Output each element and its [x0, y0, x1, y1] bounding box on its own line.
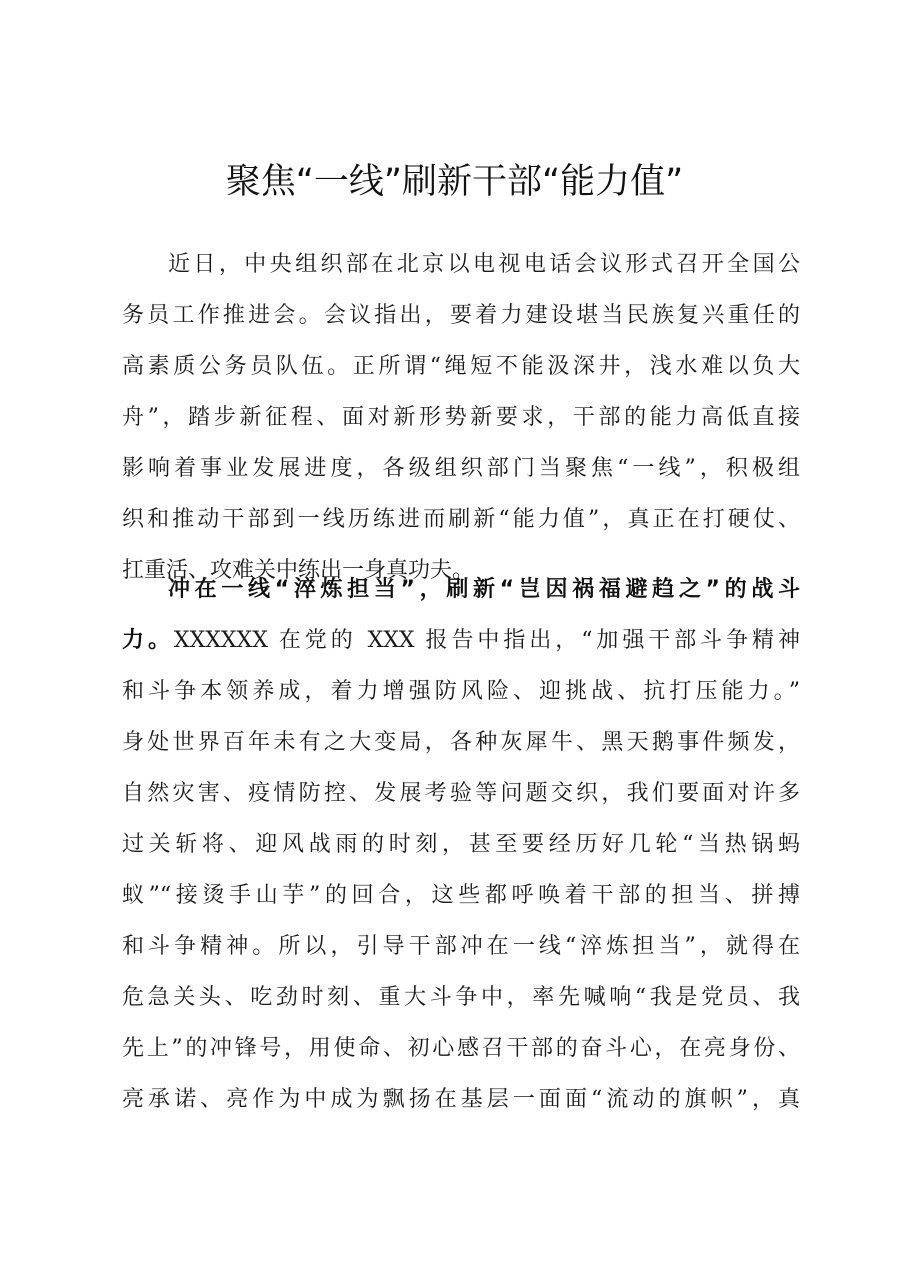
- paragraph-line: 影响着事业发展进度，各级组织部门当聚焦“一线”，积极组: [122, 456, 800, 481]
- paragraph-line: XXXXXX 在党的 XXX 报告中指出，“加强干部斗争精神: [173, 628, 800, 653]
- paragraph-line: 务员工作推进会。会议指出，要着力建设堪当民族复兴重任的: [122, 303, 800, 328]
- paragraph-line: 身处世界百年未有之大变局，各种灰犀牛、黑天鹅事件频发，: [122, 730, 800, 755]
- paragraph-line: 过关斩将、迎风战雨的时刻，甚至要经历好几轮“当热锅蚂: [122, 832, 800, 857]
- paragraph-line: 扛重活、攻难关中练出一身真功夫。: [122, 558, 475, 583]
- document-title: 聚焦“一线”刷新干部“能力值”: [225, 162, 684, 202]
- paragraph-line: 舟”，踏步新征程、面对新形势新要求，干部的能力高低直接: [122, 405, 800, 430]
- paragraph-line: 近日，中央组织部在北京以电视电话会议形式召开全国公: [168, 252, 800, 277]
- paragraph-line: 蚁”“接烫手山芋”的回合，这些都呼唤着干部的担当、拼搏: [122, 883, 800, 908]
- paragraph-line: 高素质公务员队伍。正所谓“绳短不能汲深井，浅水难以负大: [122, 354, 800, 379]
- paragraph-line: 亮承诺、亮作为中成为飘扬在基层一面面“流动的旗帜”，真: [122, 1087, 800, 1112]
- paragraph-line: 和斗争本领养成，着力增强防风险、迎挑战、抗打压能力。”: [122, 679, 800, 704]
- section-heading: 冲在一线“淬炼担当”，刷新“岂因祸福避趋之”的战斗: [168, 577, 800, 602]
- paragraph-line: 自然灾害、疫情防控、发展考验等问题交织，我们要面对许多: [122, 781, 800, 806]
- paragraph-line: 危急关头、吃劲时刻、重大斗争中，率先喊响“我是党员、我: [122, 985, 800, 1010]
- section-heading-tail: 力。: [122, 628, 174, 653]
- paragraph-line-mixed: [122, 619, 800, 663]
- paragraph-line: 先上”的冲锋号，用使命、初心感召干部的奋斗心，在亮身份、: [122, 1036, 800, 1061]
- paragraph-line: 和斗争精神。所以，引导干部冲在一线“淬炼担当”，就得在: [122, 934, 800, 959]
- paragraph-line: 织和推动干部到一线历练进而刷新“能力值”，真正在打硬仗、: [122, 507, 800, 532]
